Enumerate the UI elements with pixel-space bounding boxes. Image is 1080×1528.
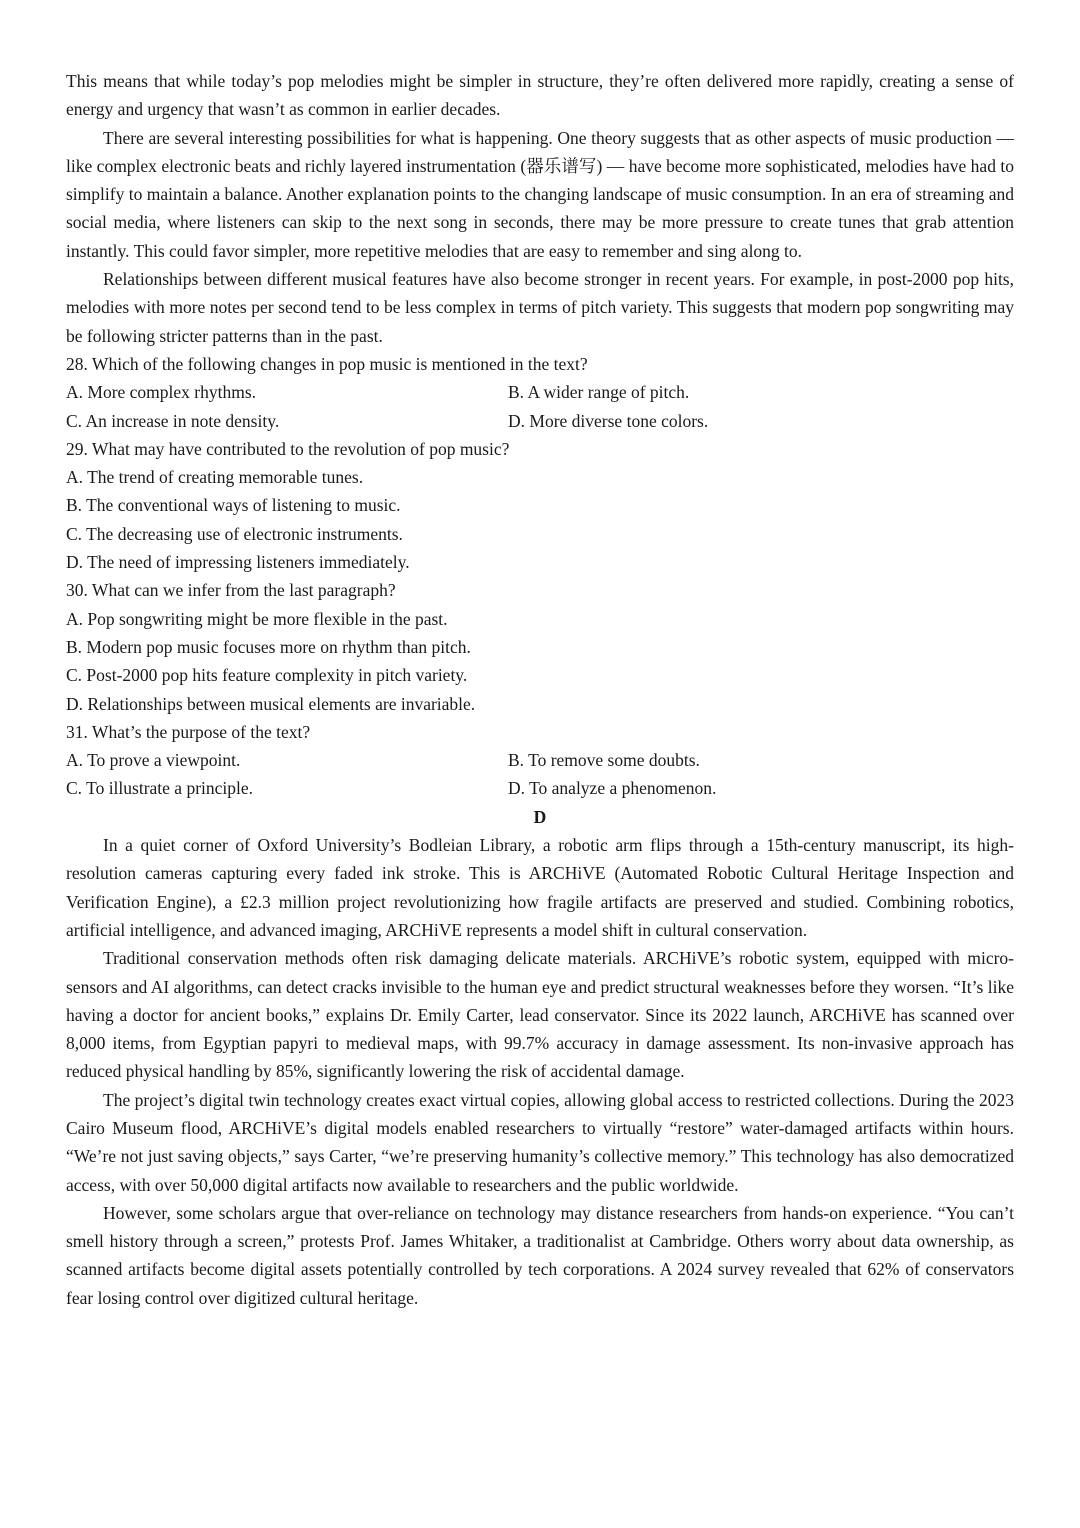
question-28	[66, 350, 1014, 435]
option-row	[66, 746, 1014, 774]
option-d[interactable]: D. The need of impressing listeners immediately.	[66, 552, 410, 573]
question-30	[66, 576, 1014, 717]
option-c[interactable]: C. The decreasing use of electronic instruments.	[66, 523, 403, 544]
option-d[interactable]: D. To analyze a phenomenon.	[508, 778, 717, 799]
option-d[interactable]: D. Relationships between musical elements are invariable.	[66, 693, 476, 714]
option-a[interactable]: A. Pop songwriting might be more flexible in the past.	[66, 608, 448, 629]
question-stem: 28. Which of the following changes in pop music is mentioned in the text?	[66, 353, 588, 374]
option-row	[66, 774, 1014, 802]
section-heading: D	[533, 806, 547, 827]
passage-paragraph: The project’s digital twin technology creates exact virtual copies, allowing global access to restricted collections. During the 2023 Cairo Museum flood, ARCHiVE’s digital models enabled researchers to virtually “restore” water-damaged artifacts within hours. “We’re not just saving objects,” says Carter, “we’re preserving humanity’s collective memory.” This technology has also democratized access, with over 50,000 digital artifacts now available to researchers and the public worldwide.	[66, 1089, 1014, 1195]
passage-paragraph: There are several interesting possibilities for what is happening. One theory suggests that as other aspects of music production — like complex electronic beats and richly layered instrumentation (器乐谱写) — have become more sophisticated, melodies have had to simplify to maintain a balance. Another explanation points to the changing landscape of music consumption. In an era of streaming and social media, where listeners can skip to the next song in seconds, there may be more pressure to create tunes that grab attention instantly. This could favor simpler, more repetitive melodies that are easy to remember and sing along to.	[66, 127, 1014, 261]
option-a[interactable]: A. More complex rhythms.	[66, 382, 257, 403]
option-b[interactable]: B. Modern pop music focuses more on rhythm than pitch.	[66, 636, 471, 657]
option-a[interactable]: A. To prove a viewpoint.	[66, 750, 241, 771]
passage-paragraph: Traditional conservation methods often risk damaging delicate materials. ARCHiVE’s robotic system, equipped with micro-sensors and AI algorithms, can detect cracks invisible to the human eye and predict structural weaknesses before they worsen. “It’s like having a doctor for ancient books,” explains Dr. Emily Carter, lead conservator. Since its 2022 launch, ARCHiVE has scanned over 8,000 items, from Egyptian papyri to medieval maps, with 99.7% accuracy in damage assessment. Its non-invasive approach has reduced physical handling by 85%, significantly lowering the risk of accidental damage.	[66, 948, 1014, 1082]
passage-paragraph: This means that while today’s pop melodies might be simpler in structure, they’re often delivered more rapidly, creating a sense of energy and urgency that wasn’t as common in earlier decades.	[66, 71, 1014, 120]
option-row	[66, 407, 1014, 435]
question-stem: 31. What’s the purpose of the text?	[66, 721, 311, 742]
option-c[interactable]: C. An increase in note density.	[66, 410, 280, 431]
question-29	[66, 435, 1014, 576]
option-c[interactable]: C. To illustrate a principle.	[66, 778, 254, 799]
passage-paragraph: In a quiet corner of Oxford University’s Bodleian Library, a robotic arm flips through a 15th-century manuscript, its high-resolution cameras capturing every faded ink stroke. This is ARCHiVE (Automated Robotic Cultural Heritage Inspection and Verification Engine), a £2.3 million project revolutionizing how fragile artifacts are preserved and studied. Combining robotics, artificial intelligence, and advanced imaging, ARCHiVE represents a model shift in cultural conservation.	[66, 835, 1014, 940]
option-b[interactable]: B. To remove some doubts.	[508, 750, 700, 771]
question-stem: 30. What can we infer from the last paragraph?	[66, 580, 396, 601]
option-row	[66, 378, 1014, 406]
question-31	[66, 718, 1014, 803]
question-stem: 29. What may have contributed to the revolution of pop music?	[66, 438, 510, 459]
option-c[interactable]: C. Post-2000 pop hits feature complexity in pitch variety.	[66, 665, 468, 686]
option-d[interactable]: D. More diverse tone colors.	[508, 410, 709, 431]
option-a[interactable]: A. The trend of creating memorable tunes.	[66, 467, 364, 488]
passage-paragraph: Relationships between different musical features have also become stronger in recent years. For example, in post-2000 pop hits, melodies with more notes per second tend to be less complex in terms of pitch variety. This suggests that modern pop songwriting may be following stricter patterns than in the past.	[66, 269, 1014, 346]
option-b[interactable]: B. The conventional ways of listening to music.	[66, 495, 401, 516]
option-b[interactable]: B. A wider range of pitch.	[508, 382, 690, 403]
passage-paragraph: However, some scholars argue that over-reliance on technology may distance researchers from hands-on experience. “You can’t smell history through a screen,” protests Prof. James Whitaker, a traditionalist at Cambridge. Others worry about data ownership, as scanned artifacts become digital assets potentially controlled by tech corporations. A 2024 survey revealed that 62% of conservators fear losing control over digitized cultural heritage.	[66, 1202, 1014, 1308]
